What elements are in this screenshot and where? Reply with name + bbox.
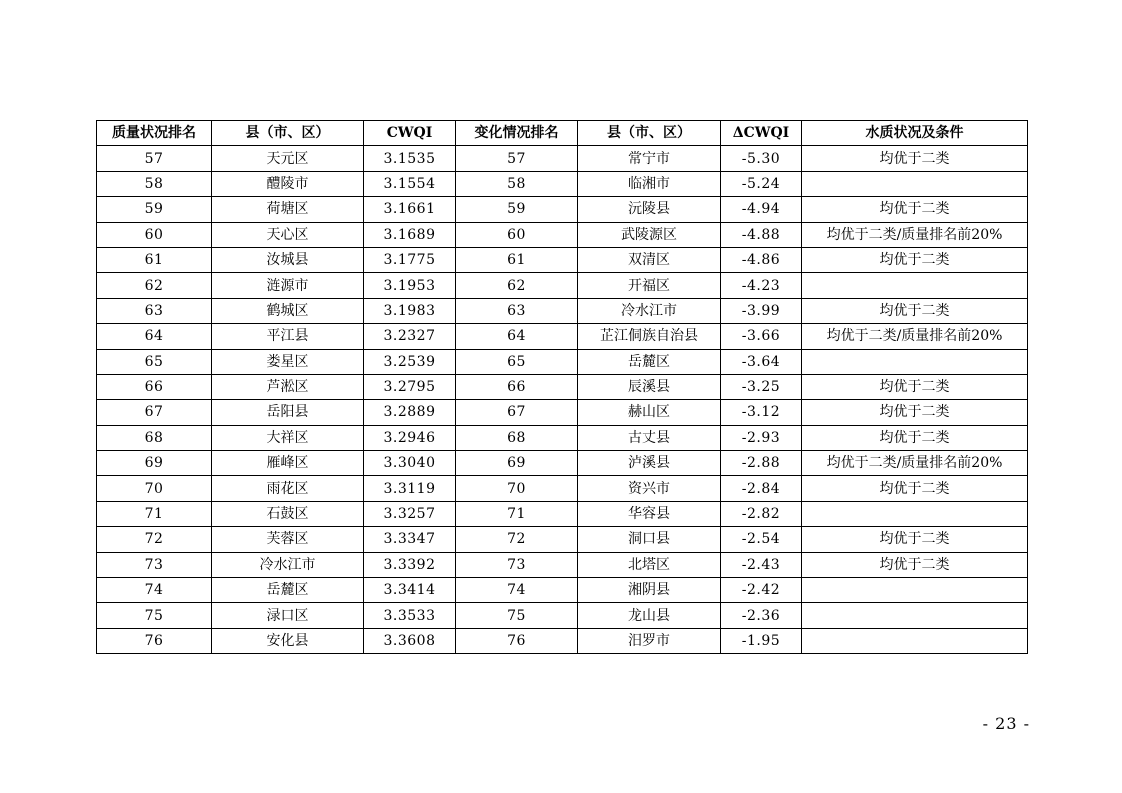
change-rank-cell: 68 — [456, 425, 578, 450]
change-rank-cell: 58 — [456, 171, 578, 196]
quality-rank-cell: 74 — [97, 578, 212, 603]
quality-rank-cell: 76 — [97, 628, 212, 653]
table-row — [97, 374, 1028, 399]
change-rank-cell: 57 — [456, 146, 578, 171]
quality-rank-cell: 72 — [97, 527, 212, 552]
change-rank-cell: 72 — [456, 527, 578, 552]
quality-rank-cell: 61 — [97, 247, 212, 272]
table-row — [97, 324, 1028, 349]
delta-cwqi-cell: -4.94 — [721, 197, 802, 222]
change-rank-cell: 61 — [456, 247, 578, 272]
county-change-cell: 龙山县 — [578, 603, 721, 628]
header-county-change: 县（市、区） — [578, 121, 721, 146]
water-condition-cell — [802, 628, 1028, 653]
water-condition-cell: 均优于二类/质量排名前20% — [802, 222, 1028, 247]
quality-rank-cell: 62 — [97, 273, 212, 298]
header-county-quality: 县（市、区） — [212, 121, 364, 146]
county-cell: 冷水江市 — [212, 552, 364, 577]
cwqi-cell: 3.1775 — [364, 247, 456, 272]
water-quality-ranking-table — [96, 120, 1028, 654]
delta-cwqi-cell: -1.95 — [721, 628, 802, 653]
table-row — [97, 146, 1028, 171]
table-row — [97, 197, 1028, 222]
county-cell: 汝城县 — [212, 247, 364, 272]
cwqi-cell: 3.1983 — [364, 298, 456, 323]
table-row — [97, 628, 1028, 653]
table-row — [97, 527, 1028, 552]
county-cell: 芦淞区 — [212, 374, 364, 399]
cwqi-cell: 3.3533 — [364, 603, 456, 628]
cwqi-cell: 3.3257 — [364, 501, 456, 526]
delta-cwqi-cell: -2.54 — [721, 527, 802, 552]
change-rank-cell: 69 — [456, 451, 578, 476]
water-condition-cell — [802, 171, 1028, 196]
cwqi-cell: 3.3347 — [364, 527, 456, 552]
water-condition-cell — [802, 603, 1028, 628]
table-row — [97, 552, 1028, 577]
quality-rank-cell: 60 — [97, 222, 212, 247]
table-header — [97, 121, 1028, 146]
delta-cwqi-cell: -2.93 — [721, 425, 802, 450]
delta-cwqi-cell: -2.84 — [721, 476, 802, 501]
cwqi-cell: 3.2946 — [364, 425, 456, 450]
quality-rank-cell: 70 — [97, 476, 212, 501]
county-change-cell: 资兴市 — [578, 476, 721, 501]
quality-rank-cell: 58 — [97, 171, 212, 196]
delta-cwqi-cell: -2.43 — [721, 552, 802, 577]
water-condition-cell: 均优于二类 — [802, 527, 1028, 552]
cwqi-cell: 3.1661 — [364, 197, 456, 222]
cwqi-cell: 3.3119 — [364, 476, 456, 501]
table-row — [97, 603, 1028, 628]
county-cell: 天心区 — [212, 222, 364, 247]
change-rank-cell: 63 — [456, 298, 578, 323]
county-change-cell: 汨罗市 — [578, 628, 721, 653]
header-row — [97, 121, 1028, 146]
cwqi-cell: 3.2795 — [364, 374, 456, 399]
delta-cwqi-cell: -3.66 — [721, 324, 802, 349]
county-cell: 平江县 — [212, 324, 364, 349]
delta-cwqi-cell: -4.88 — [721, 222, 802, 247]
water-condition-cell: 均优于二类 — [802, 400, 1028, 425]
delta-cwqi-cell: -2.88 — [721, 451, 802, 476]
cwqi-cell: 3.3392 — [364, 552, 456, 577]
county-cell: 天元区 — [212, 146, 364, 171]
water-condition-cell: 均优于二类 — [802, 197, 1028, 222]
county-change-cell: 常宁市 — [578, 146, 721, 171]
quality-rank-cell: 63 — [97, 298, 212, 323]
quality-rank-cell: 71 — [97, 501, 212, 526]
county-cell: 岳阳县 — [212, 400, 364, 425]
table-body — [97, 146, 1028, 654]
county-change-cell: 赫山区 — [578, 400, 721, 425]
cwqi-cell: 3.3608 — [364, 628, 456, 653]
table-row — [97, 400, 1028, 425]
change-rank-cell: 73 — [456, 552, 578, 577]
table-row — [97, 451, 1028, 476]
cwqi-cell: 3.3040 — [364, 451, 456, 476]
water-condition-cell: 均优于二类 — [802, 247, 1028, 272]
change-rank-cell: 71 — [456, 501, 578, 526]
county-change-cell: 开福区 — [578, 273, 721, 298]
cwqi-cell: 3.1554 — [364, 171, 456, 196]
county-change-cell: 沅陵县 — [578, 197, 721, 222]
quality-rank-cell: 73 — [97, 552, 212, 577]
delta-cwqi-cell: -3.12 — [721, 400, 802, 425]
county-change-cell: 华容县 — [578, 501, 721, 526]
quality-rank-cell: 68 — [97, 425, 212, 450]
change-rank-cell: 66 — [456, 374, 578, 399]
delta-cwqi-cell: -4.23 — [721, 273, 802, 298]
county-change-cell: 湘阴县 — [578, 578, 721, 603]
cwqi-cell: 3.2539 — [364, 349, 456, 374]
county-change-cell: 岳麓区 — [578, 349, 721, 374]
delta-cwqi-cell: -3.25 — [721, 374, 802, 399]
county-change-cell: 临湘市 — [578, 171, 721, 196]
table-row — [97, 476, 1028, 501]
change-rank-cell: 76 — [456, 628, 578, 653]
quality-rank-cell: 64 — [97, 324, 212, 349]
delta-cwqi-cell: -2.42 — [721, 578, 802, 603]
quality-rank-cell: 69 — [97, 451, 212, 476]
water-condition-cell: 均优于二类 — [802, 298, 1028, 323]
change-rank-cell: 64 — [456, 324, 578, 349]
delta-cwqi-cell: -5.24 — [721, 171, 802, 196]
table-row — [97, 171, 1028, 196]
change-rank-cell: 74 — [456, 578, 578, 603]
page-number: - 23 - — [982, 714, 1030, 733]
table-row — [97, 298, 1028, 323]
county-cell: 鹤城区 — [212, 298, 364, 323]
quality-rank-cell: 57 — [97, 146, 212, 171]
cwqi-cell: 3.1535 — [364, 146, 456, 171]
county-change-cell: 北塔区 — [578, 552, 721, 577]
cwqi-cell: 3.2327 — [364, 324, 456, 349]
header-quality-rank: 质量状况排名 — [97, 121, 212, 146]
water-condition-cell: 均优于二类 — [802, 374, 1028, 399]
table-row — [97, 349, 1028, 374]
change-rank-cell: 62 — [456, 273, 578, 298]
water-condition-cell: 均优于二类/质量排名前20% — [802, 324, 1028, 349]
cwqi-cell: 3.1689 — [364, 222, 456, 247]
county-cell: 渌口区 — [212, 603, 364, 628]
water-condition-cell — [802, 578, 1028, 603]
county-change-cell: 双清区 — [578, 247, 721, 272]
quality-rank-cell: 75 — [97, 603, 212, 628]
change-rank-cell: 60 — [456, 222, 578, 247]
header-cwqi: CWQI — [364, 121, 456, 146]
water-condition-cell — [802, 273, 1028, 298]
county-change-cell: 冷水江市 — [578, 298, 721, 323]
county-cell: 醴陵市 — [212, 171, 364, 196]
change-rank-cell: 70 — [456, 476, 578, 501]
water-condition-cell: 均优于二类 — [802, 146, 1028, 171]
change-rank-cell: 65 — [456, 349, 578, 374]
header-change-rank: 变化情况排名 — [456, 121, 578, 146]
change-rank-cell: 75 — [456, 603, 578, 628]
change-rank-cell: 59 — [456, 197, 578, 222]
county-cell: 雨花区 — [212, 476, 364, 501]
county-cell: 大祥区 — [212, 425, 364, 450]
county-cell: 娄星区 — [212, 349, 364, 374]
delta-cwqi-cell: -2.36 — [721, 603, 802, 628]
water-condition-cell: 均优于二类 — [802, 552, 1028, 577]
delta-cwqi-cell: -5.30 — [721, 146, 802, 171]
quality-rank-cell: 59 — [97, 197, 212, 222]
county-change-cell: 泸溪县 — [578, 451, 721, 476]
county-cell: 涟源市 — [212, 273, 364, 298]
table-row — [97, 247, 1028, 272]
table-row — [97, 501, 1028, 526]
delta-cwqi-cell: -4.86 — [721, 247, 802, 272]
county-cell: 荷塘区 — [212, 197, 364, 222]
water-condition-cell: 均优于二类 — [802, 425, 1028, 450]
water-condition-cell: 均优于二类/质量排名前20% — [802, 451, 1028, 476]
county-change-cell: 武陵源区 — [578, 222, 721, 247]
county-cell: 石鼓区 — [212, 501, 364, 526]
county-change-cell: 芷江侗族自治县 — [578, 324, 721, 349]
cwqi-cell: 3.1953 — [364, 273, 456, 298]
county-cell: 岳麓区 — [212, 578, 364, 603]
header-delta-cwqi: ΔCWQI — [721, 121, 802, 146]
county-cell: 雁峰区 — [212, 451, 364, 476]
county-change-cell: 古丈县 — [578, 425, 721, 450]
table-row — [97, 578, 1028, 603]
quality-rank-cell: 65 — [97, 349, 212, 374]
county-cell: 安化县 — [212, 628, 364, 653]
table-row — [97, 273, 1028, 298]
table-row — [97, 425, 1028, 450]
delta-cwqi-cell: -3.99 — [721, 298, 802, 323]
water-condition-cell — [802, 501, 1028, 526]
water-condition-cell: 均优于二类 — [802, 476, 1028, 501]
county-change-cell: 辰溪县 — [578, 374, 721, 399]
cwqi-cell: 3.2889 — [364, 400, 456, 425]
delta-cwqi-cell: -2.82 — [721, 501, 802, 526]
county-cell: 芙蓉区 — [212, 527, 364, 552]
county-change-cell: 洞口县 — [578, 527, 721, 552]
delta-cwqi-cell: -3.64 — [721, 349, 802, 374]
quality-rank-cell: 67 — [97, 400, 212, 425]
header-water-condition: 水质状况及条件 — [802, 121, 1028, 146]
table-row — [97, 222, 1028, 247]
change-rank-cell: 67 — [456, 400, 578, 425]
water-condition-cell — [802, 349, 1028, 374]
cwqi-cell: 3.3414 — [364, 578, 456, 603]
quality-rank-cell: 66 — [97, 374, 212, 399]
